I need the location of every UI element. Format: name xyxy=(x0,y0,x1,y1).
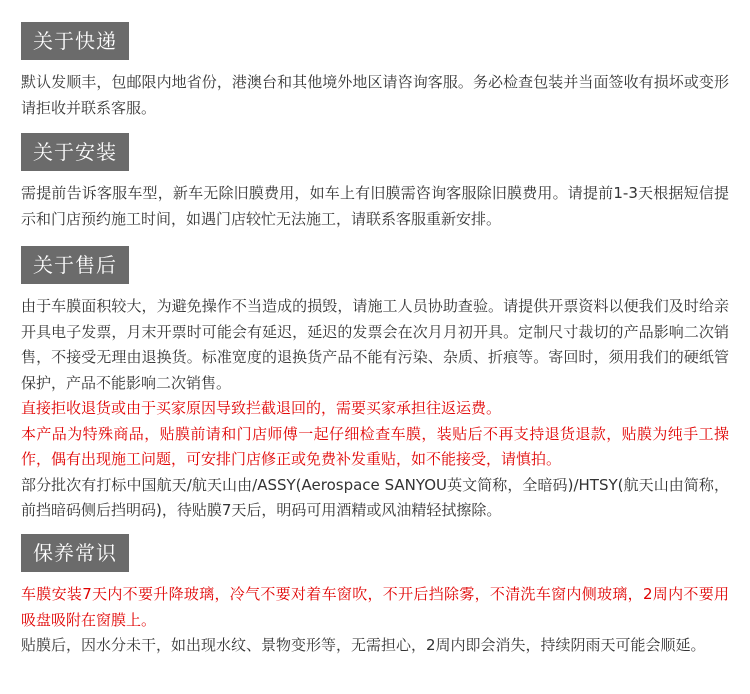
section-heading-express: 关于快递 xyxy=(21,22,129,60)
section-heading-installation: 关于安装 xyxy=(21,133,129,171)
section-after-sales xyxy=(21,246,729,524)
installation-paragraph-1: 需提前告诉客服车型，新车无除旧膜费用，如车上有旧膜需咨询客服除旧膜费用。请提前1-3天根据短信提示和门店预约施工时间，如遇门店较忙无法施工，请联系客服重新安排。 xyxy=(21,184,729,228)
section-installation xyxy=(21,133,729,232)
section-body-after-sales xyxy=(21,294,729,524)
section-heading-after-sales: 关于售后 xyxy=(21,246,129,284)
after-sales-paragraph-2: 部分批次有打标中国航天/航天山由/ASSY(Aerospace SANYOU英文简称，全暗码)/HTSY(航天山由简称，前挡暗码侧后挡明码)，待贴膜7天后，明码可用酒精或风油精轻拭擦除。 xyxy=(21,475,729,519)
after-sales-warning-2: 本产品为特殊商品，贴膜前请和门店师傅一起仔细检查车膜，装贴后不再支持退货退款，贴膜为纯手工操作，偶有出现施工问题，可安排门店修正或免费补发重贴，如不能接受，请慎拍。 xyxy=(21,424,729,468)
after-sales-warning-1: 直接拒收退货或由于买家原因导致拦截退回的，需要买家承担往返运费。 xyxy=(21,399,502,417)
section-body-maintenance xyxy=(21,582,729,659)
section-body-installation xyxy=(21,181,729,232)
section-heading-maintenance: 保养常识 xyxy=(21,534,129,572)
section-body-express xyxy=(21,70,729,121)
express-paragraph-1: 默认发顺丰，包邮限内地省份，港澳台和其他境外地区请咨询客服。务必检查包装并当面签收有损坏或变形请拒收并联系客服。 xyxy=(21,73,729,117)
section-maintenance xyxy=(21,534,729,659)
maintenance-paragraph-1: 贴膜后，因水分未干，如出现水纹、景物变形等，无需担心，2周内即会消失，持续阴雨天可能会顺延。 xyxy=(21,636,706,654)
section-express xyxy=(21,22,729,121)
after-sales-paragraph-1: 由于车膜面积较大，为避免操作不当造成的损毁，请施工人员协助查验。请提供开票资料以便我们及时给亲开具电子发票，月末开票时可能会有延迟，延迟的发票会在次月月初开具。定制尺寸裁切的产品影响二次销售，不接受无理由退换货。标准宽度的退换货产品不能有污染、杂质、折痕等。寄回时，须用我们的硬纸管保护，产品不能影响二次销售。 xyxy=(21,297,729,392)
maintenance-warning-1: 车膜安装7天内不要升降玻璃，冷气不要对着车窗吹，不开后挡除雾，不清洗车窗内侧玻璃，2周内不要用吸盘吸附在窗膜上。 xyxy=(21,585,729,629)
